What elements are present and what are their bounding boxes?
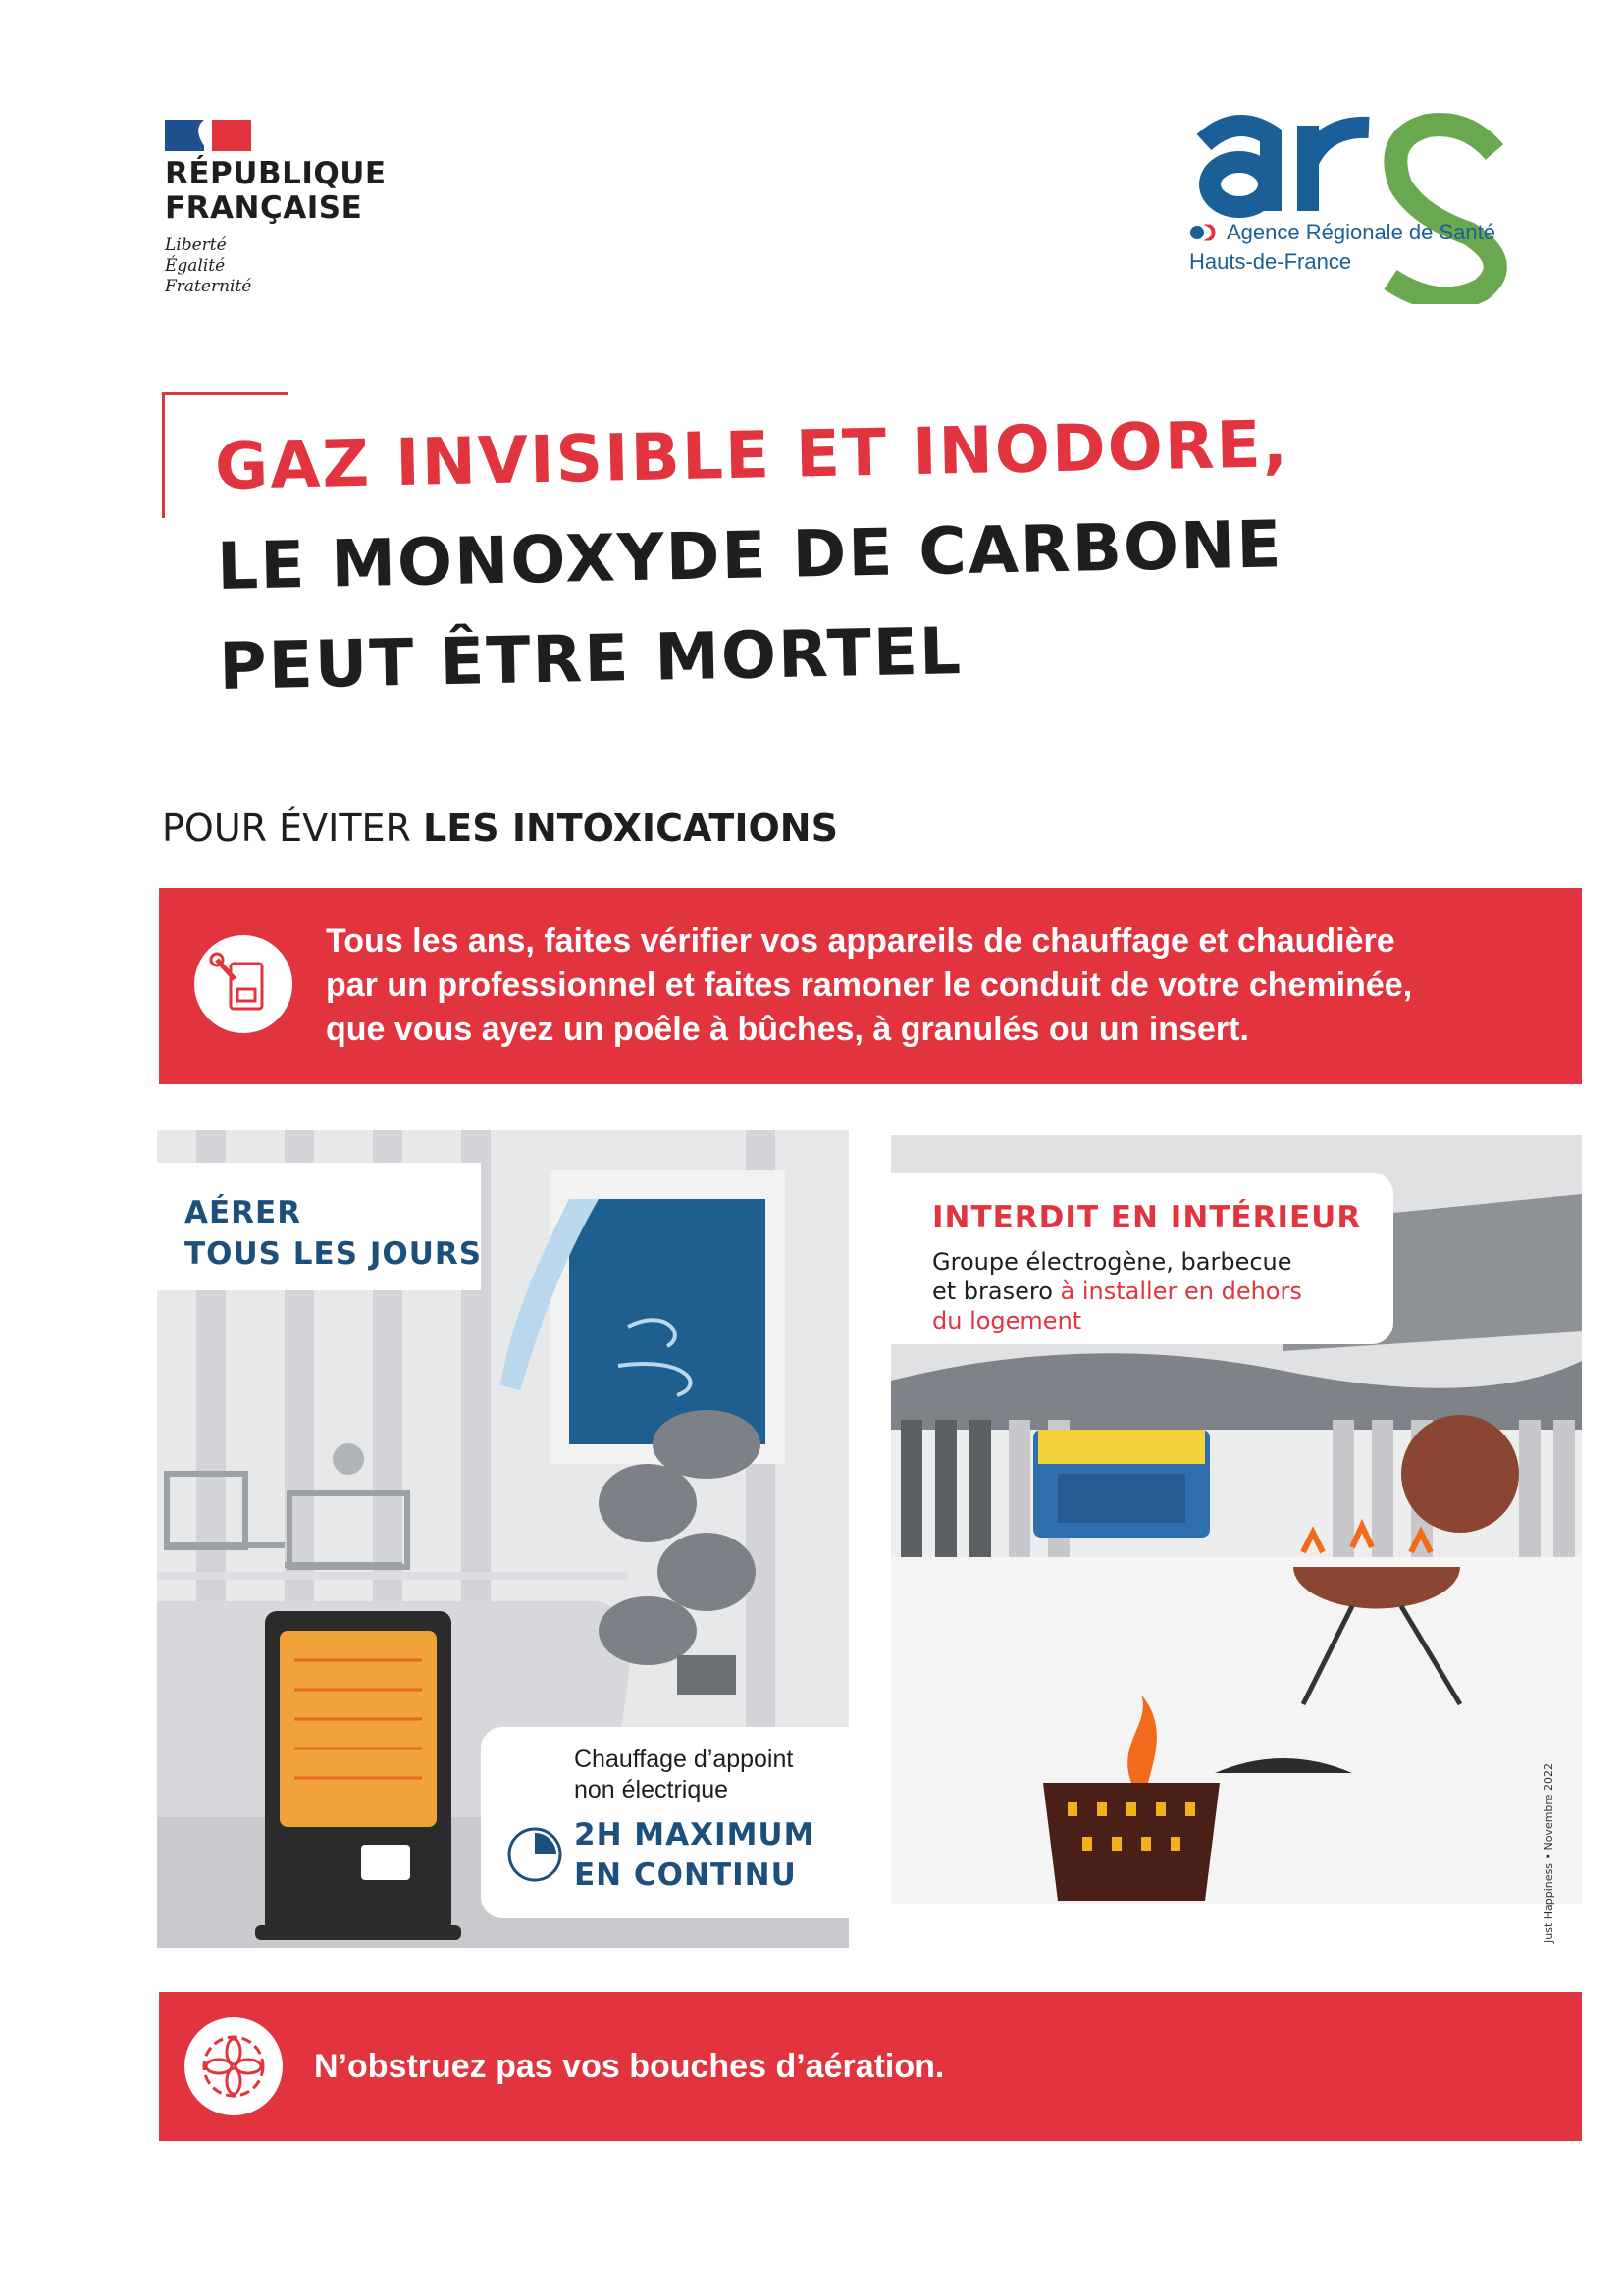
forbidden-text-2b: à installer en dehors — [1060, 1278, 1302, 1305]
ars-logo-s — [1390, 125, 1495, 298]
ventilation-fan-icon — [184, 2017, 283, 2115]
ars-logo-r-arm — [1308, 128, 1369, 162]
aerate-heading-2: TOUS LES JOURS — [184, 1236, 483, 1272]
forbidden-label-box — [891, 1173, 1393, 1344]
rf-line2: FRANÇAISE — [165, 190, 363, 226]
forbidden-indoor-panel — [891, 1135, 1582, 1904]
aerate-label-box — [157, 1163, 481, 1290]
heater-limit-1: 2H MAXIMUM — [574, 1817, 815, 1852]
motto-liberte: Liberté — [165, 235, 227, 255]
ventilation-banner — [159, 1992, 1582, 2141]
motto-egalite: Égalité — [165, 256, 226, 276]
republique-francaise-name — [165, 157, 387, 226]
banner-line: que vous ayez un poêle à bûches, à granulés ou un insert. — [326, 1011, 1249, 1048]
forbidden-text-2a: et brasero — [932, 1278, 1061, 1305]
forbidden-text-1: Groupe électrogène, barbecue — [932, 1248, 1292, 1276]
ars-logo-a-bowl — [1210, 162, 1269, 207]
ars-agency: Agence Régionale de Santé — [1227, 220, 1495, 244]
forbidden-text-3: du logement — [932, 1307, 1082, 1334]
aerate-illustration-panel — [157, 1130, 849, 1948]
heater-wrench-icon — [194, 935, 292, 1033]
heater-note-2: non électrique — [574, 1776, 729, 1803]
subtitle-normal: POUR ÉVITER — [162, 807, 424, 850]
ventilation-text: N’obstruez pas vos bouches d’aération. — [314, 2048, 945, 2085]
annual-check-banner — [159, 888, 1582, 1084]
motto-fraternite: Fraternité — [165, 277, 252, 296]
subtitle-bold: LES INTOXICATIONS — [423, 807, 838, 850]
republique-motto — [165, 235, 251, 297]
title-line3: PEUT ÊTRE MORTEL — [218, 613, 964, 704]
title-line1: GAZ INVISIBLE ET INODORE, — [214, 406, 1290, 504]
banner-line: Tous les ans, faites vérifier vos appareils de chauffage et chaudière — [326, 922, 1395, 960]
clock-icon — [505, 1825, 564, 1884]
ars-dots-icon — [1189, 224, 1223, 241]
illustration-credit: Just Happiness • Novembre 2022 — [1543, 1763, 1555, 1943]
heater-note-1: Chauffage d’appoint — [574, 1746, 794, 1773]
marianne-flag-logo — [165, 120, 251, 151]
heater-limit-2: EN CONTINU — [574, 1857, 797, 1893]
annual-check-text — [326, 919, 1412, 1052]
title-line2: LE MONOXYDE DE CARBONE — [216, 506, 1284, 604]
banner-line: par un professionnel et faites ramoner le conduit de votre cheminée, — [326, 966, 1413, 1004]
subtitle — [162, 807, 838, 850]
ars-logo-graphic — [1182, 108, 1516, 304]
forbidden-heading: INTERDIT EN INTÉRIEUR — [932, 1200, 1362, 1235]
heater-limit-box — [481, 1727, 849, 1918]
ars-region: Hauts-de-France — [1189, 249, 1352, 274]
rf-line1: RÉPUBLIQUE — [165, 156, 387, 191]
page-title — [214, 394, 1294, 717]
aerate-heading-1: AÉRER — [184, 1195, 302, 1230]
